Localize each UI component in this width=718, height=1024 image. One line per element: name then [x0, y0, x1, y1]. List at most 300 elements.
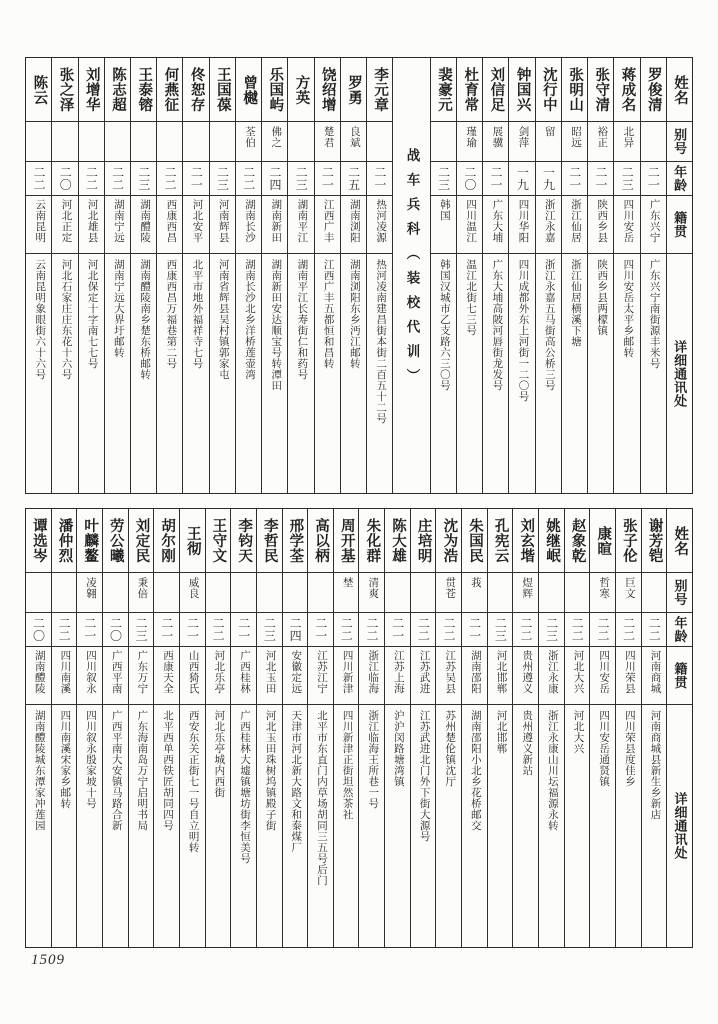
header-address: 详细通讯处: [672, 792, 688, 860]
address-cell: 四川南溪宋家乡邮转: [59, 710, 71, 809]
alias-cell: 剑萍: [509, 122, 534, 162]
name-cell: 庄培明: [411, 509, 436, 573]
native-cell: 广东万宁: [129, 647, 154, 705]
name-cell: 沈行中: [536, 58, 561, 122]
address-cell: 河北大兴: [572, 710, 584, 754]
entry-column: [482, 58, 508, 493]
name-cell: 裴豪元: [431, 58, 456, 122]
age-cell: 二三: [257, 613, 282, 647]
alias-cell: [539, 573, 564, 613]
alias-cell: [157, 122, 182, 162]
entry-column: [589, 509, 615, 947]
address-cell: 四川荣县度佳乡: [623, 710, 635, 787]
name-cell: 王守文: [206, 509, 231, 573]
entry-column: [102, 509, 128, 947]
address-cell: 韩国汉城市乙支路六三〇号: [438, 259, 450, 391]
address-cell: 河北保定十字南七七号: [86, 259, 98, 369]
native-cell: 安徽定远: [283, 647, 308, 705]
age-cell: 二二: [236, 162, 261, 196]
age-cell: 二一: [367, 162, 392, 196]
name-cell: 劳公曦: [103, 509, 128, 573]
alias-cell: [183, 122, 208, 162]
alias-cell: [52, 122, 77, 162]
address-cell: 广东兴宁南街源丰米号: [648, 259, 660, 369]
native-cell: 西康天全: [154, 647, 179, 705]
age-cell: 二〇: [457, 162, 482, 196]
header-column: [666, 58, 692, 493]
native-cell: 湖南长沙: [236, 196, 261, 254]
age-cell: 二一: [462, 613, 487, 647]
native-cell: 湖南醴陵: [131, 196, 156, 254]
native-cell: 湖南宁远: [105, 196, 130, 254]
native-cell: 河北乐亭: [206, 647, 231, 705]
age-cell: 二二: [359, 613, 384, 647]
entry-column: [51, 58, 77, 493]
address-cell: 西安东关正街七一号自立明转: [187, 710, 199, 853]
name-cell: 张子伦: [616, 509, 641, 573]
name-cell: 刘定民: [129, 509, 154, 573]
name-cell: 王彻: [180, 509, 205, 573]
address-cell: 天津市河北新大路文和泰煤厂: [290, 710, 302, 853]
address-cell: 苏州楚伦镇沈厅: [444, 710, 456, 787]
name-cell: 陈志超: [105, 58, 130, 122]
entry-column: [256, 509, 282, 947]
native-cell: 云南昆明: [26, 196, 51, 254]
header-age: 年龄: [667, 162, 692, 196]
address-cell: 北平市东直门内草场胡同三五号后门: [315, 710, 327, 886]
entry-column: [384, 509, 410, 947]
address-cell: 河北石家庄庄东花十六号: [60, 259, 72, 380]
native-cell: 河北雄县: [79, 196, 104, 254]
alias-cell: 莪: [462, 573, 487, 613]
age-cell: 二一: [308, 613, 333, 647]
name-cell: 钟国兴: [509, 58, 534, 122]
alias-cell: [367, 122, 392, 162]
roster-table-top: [25, 57, 693, 494]
address-cell: 贵州遵义新站: [521, 710, 533, 776]
age-cell: 二二: [105, 162, 130, 196]
native-cell: 贵州遵义: [513, 647, 538, 705]
name-cell: 胡尔刚: [154, 509, 179, 573]
entry-column: [76, 509, 102, 947]
entry-column: [508, 58, 534, 493]
page-number: 1509: [31, 952, 65, 968]
native-cell: 浙江仙居: [562, 196, 587, 254]
age-cell: 二二: [52, 613, 77, 647]
native-cell: 四川叙永: [77, 647, 102, 705]
entry-column: [205, 509, 231, 947]
entry-column: [456, 58, 482, 493]
entry-column: [430, 58, 456, 493]
address-cell: 四川安岳通贤镇: [598, 710, 610, 787]
entry-column: [461, 509, 487, 947]
native-cell: 河北大兴: [565, 647, 590, 705]
name-cell: 张明山: [562, 58, 587, 122]
alias-cell: [431, 122, 456, 162]
entry-column: [51, 509, 77, 947]
age-cell: 二〇: [26, 613, 51, 647]
name-cell: 佟恕存: [183, 58, 208, 122]
age-cell: 二二: [26, 162, 51, 196]
age-cell: 二三: [488, 613, 513, 647]
age-cell: 二一: [77, 613, 102, 647]
native-cell: 浙江永康: [539, 647, 564, 705]
address-cell: 江苏武进北门外下街大源号: [418, 710, 430, 842]
entry-column: [366, 58, 392, 493]
entry-column: [410, 509, 436, 947]
address-cell: 湖南平江长寿街仁和药号: [296, 259, 308, 380]
native-cell: 江苏武进: [411, 647, 436, 705]
alias-cell: 秉倍: [129, 573, 154, 613]
address-cell: 浙江临海王所巷一号: [367, 710, 379, 809]
age-cell: 二三: [288, 162, 313, 196]
native-cell: 浙江临海: [359, 647, 384, 705]
name-cell: 刘增华: [79, 58, 104, 122]
name-cell: 张守清: [588, 58, 613, 122]
alias-cell: [308, 573, 333, 613]
entry-column: [179, 509, 205, 947]
entry-column: [587, 58, 613, 493]
address-cell: 陕西乡县两檬镇: [596, 259, 608, 336]
alias-cell: [231, 573, 256, 613]
address-cell: 四川叙永殷家坡十号: [85, 710, 97, 809]
section-divider-column: [392, 58, 430, 493]
age-cell: 二二: [79, 162, 104, 196]
native-cell: 陕西乡县: [588, 196, 613, 254]
entry-column: [128, 509, 154, 947]
alias-cell: [206, 573, 231, 613]
address-cell: 热河凌南建昌街本街二百五十二号: [375, 259, 387, 424]
alias-cell: 瑾瑜: [457, 122, 482, 162]
native-cell: 河北正定: [52, 196, 77, 254]
roster-table-bottom: [25, 508, 693, 948]
age-cell: 二五: [341, 162, 366, 196]
name-cell: 赵象乾: [565, 509, 590, 573]
name-cell: 刘信足: [483, 58, 508, 122]
age-cell: 二三: [614, 162, 639, 196]
alias-cell: 贯苍: [436, 573, 461, 613]
name-cell: 康暄: [590, 509, 615, 573]
name-cell: 潘仲烈: [52, 509, 77, 573]
entry-column: [307, 509, 333, 947]
address-cell: 湖南浏阳东乡沔江邮转: [348, 259, 360, 369]
age-cell: 二二: [411, 613, 436, 647]
alias-cell: [105, 122, 130, 162]
alias-cell: [131, 122, 156, 162]
alias-cell: 埜: [334, 573, 359, 613]
age-cell: 二一: [231, 613, 256, 647]
age-cell: 二一: [641, 162, 666, 196]
name-cell: 陈云: [26, 58, 51, 122]
age-cell: 二二: [513, 613, 538, 647]
address-cell: 广东海南岛万宁启明书局: [136, 710, 148, 831]
entry-column: [340, 58, 366, 493]
age-cell: 二四: [283, 613, 308, 647]
age-cell: 二一: [562, 162, 587, 196]
name-cell: 杜育常: [457, 58, 482, 122]
alias-cell: 良斌: [341, 122, 366, 162]
header-native: 籍贯: [667, 196, 692, 254]
address-cell: 湖南宁远大界圩邮转: [112, 259, 124, 358]
address-cell: 河北乐亭城内西街: [213, 710, 225, 798]
address-cell: 河北玉田珠树坞镇殿子街: [264, 710, 276, 831]
alias-cell: [641, 122, 666, 162]
native-cell: 四川华阳: [509, 196, 534, 254]
name-cell: 谭选岑: [26, 509, 51, 573]
address-cell: 浙江仙居横溪下塘: [569, 259, 581, 347]
entry-column: [314, 58, 340, 493]
address-cell: 云南昆明象眼街六十六号: [34, 259, 46, 380]
alias-cell: 北异: [614, 122, 639, 162]
alias-cell: [288, 122, 313, 162]
address-cell: 河北邯郸: [495, 710, 507, 754]
entry-column: [235, 58, 261, 493]
entry-column: [230, 509, 256, 947]
alias-cell: 荃伯: [236, 122, 261, 162]
native-cell: 热河凌源: [367, 196, 392, 254]
address-cell: 四川新津正街坦然茶社: [341, 710, 353, 820]
address-cell: 四川安岳太平乡邮转: [622, 259, 634, 358]
alias-cell: 凌翱: [77, 573, 102, 613]
name-cell: 罗勇: [341, 58, 366, 122]
address-cell: 北平西单西铁匠胡同四号: [162, 710, 173, 831]
address-cell: 河南商城县新生乡新店: [649, 710, 661, 820]
name-cell: 王国葆: [210, 58, 235, 122]
alias-cell: [385, 573, 410, 613]
native-cell: 湖南邵阳: [462, 647, 487, 705]
age-cell: 二四: [262, 162, 287, 196]
name-cell: 陈大雄: [385, 509, 410, 573]
alias-cell: [103, 573, 128, 613]
header-alias: 别号: [667, 122, 692, 162]
native-cell: 湖南新田: [262, 196, 287, 254]
entry-column: [78, 58, 104, 493]
name-cell: 蒋成名: [614, 58, 639, 122]
age-cell: 二三: [129, 613, 154, 647]
alias-cell: 清爽: [359, 573, 384, 613]
alias-cell: [154, 573, 179, 613]
native-cell: 浙江永嘉: [536, 196, 561, 254]
entry-column: [615, 509, 641, 947]
native-cell: 湖南浏阳: [341, 196, 366, 254]
native-cell: 河北玉田: [257, 647, 282, 705]
native-cell: 四川安岳: [590, 647, 615, 705]
native-cell: 湖南平江: [288, 196, 313, 254]
entry-column: [333, 509, 359, 947]
alias-cell: 展骥: [483, 122, 508, 162]
alias-cell: [488, 573, 513, 613]
age-cell: 二二: [157, 162, 182, 196]
native-cell: 广西平南: [103, 647, 128, 705]
alias-cell: [257, 573, 282, 613]
header-column: [666, 509, 692, 947]
header-age: 年龄: [667, 613, 692, 647]
name-cell: 邢学荃: [283, 509, 308, 573]
entry-column: [613, 58, 639, 493]
name-cell: 乐国屿: [262, 58, 287, 122]
entry-column: [487, 509, 513, 947]
name-cell: 何燕征: [157, 58, 182, 122]
entry-column: [561, 58, 587, 493]
address-cell: 浙江永康山川坛福源永转: [546, 710, 558, 831]
age-cell: 二三: [131, 162, 156, 196]
entry-column: [535, 58, 561, 493]
address-cell: 江西广丰五都恒和昌转: [322, 259, 334, 369]
native-cell: 广西桂林: [231, 647, 256, 705]
header-name: 姓名: [667, 509, 692, 573]
age-cell: 二二: [642, 613, 667, 647]
name-cell: 叶麟鳌: [77, 509, 102, 573]
entry-column: [156, 58, 182, 493]
entry-column: [261, 58, 287, 493]
name-cell: 李钧天: [231, 509, 256, 573]
address-cell: 北平市地外福祥寺七号: [191, 259, 203, 369]
native-cell: 四川新津: [334, 647, 359, 705]
alias-cell: [26, 122, 51, 162]
address-cell: 广东大埔高陂河唇街龙发号: [491, 259, 503, 391]
address-cell: 浙江永嘉五马街高公桥三号: [543, 259, 555, 391]
alias-cell: 巨文: [616, 573, 641, 613]
age-cell: 二一: [588, 162, 613, 196]
age-cell: 二三: [210, 162, 235, 196]
header-native: 籍贯: [667, 647, 692, 705]
address-cell: 湖南醴陵南乡楚东桥邮转: [139, 259, 151, 380]
entry-column: [564, 509, 590, 947]
header-alias: 别号: [667, 573, 692, 613]
alias-cell: [642, 573, 667, 613]
age-cell: 二三: [431, 162, 456, 196]
native-cell: 河南辉县: [210, 196, 235, 254]
alias-cell: [210, 122, 235, 162]
address-cell: 河南省辉县吴村镇郭家屯: [217, 259, 229, 380]
entry-column: [282, 509, 308, 947]
age-cell: 一九: [536, 162, 561, 196]
address-cell: 温江北街七三号: [465, 259, 477, 336]
entry-column: [130, 58, 156, 493]
name-cell: 王泰镕: [131, 58, 156, 122]
age-cell: 二一: [385, 613, 410, 647]
age-cell: 二三: [539, 613, 564, 647]
age-cell: 二一: [180, 613, 205, 647]
age-cell: 二一: [183, 162, 208, 196]
native-cell: 四川温江: [457, 196, 482, 254]
native-cell: 河南商城: [642, 647, 667, 705]
name-cell: 李元章: [367, 58, 392, 122]
alias-cell: [565, 573, 590, 613]
name-cell: 姚继岷: [539, 509, 564, 573]
entry-column: [26, 509, 51, 947]
native-cell: 四川南溪: [52, 647, 77, 705]
entry-column: [209, 58, 235, 493]
address-cell: 湖南长沙北乡洋桥莲壶湾: [243, 259, 255, 380]
address-cell: 广西平南大安镇马路合新: [110, 710, 122, 831]
native-cell: 四川荣县: [616, 647, 641, 705]
alias-cell: [79, 122, 104, 162]
native-cell: 广东大埔: [483, 196, 508, 254]
name-cell: 周开基: [334, 509, 359, 573]
entry-column: [104, 58, 130, 493]
entry-column: [641, 509, 667, 947]
alias-cell: [52, 573, 77, 613]
alias-cell: [26, 573, 51, 613]
alias-cell: [283, 573, 308, 613]
name-cell: 罗俊清: [641, 58, 666, 122]
name-cell: 饶绍增: [315, 58, 340, 122]
native-cell: 山西猗氏: [180, 647, 205, 705]
address-cell: 湖南新田安达顺宝号转潭田: [270, 259, 282, 391]
name-cell: 朱化群: [359, 509, 384, 573]
native-cell: 广东兴宁: [641, 196, 666, 254]
address-cell: 西康西昌万福巷第二号: [165, 259, 177, 369]
address-cell: 湖南邵阳小北乡花桥邮交: [469, 710, 481, 831]
age-cell: 二一: [483, 162, 508, 196]
age-cell: 二二: [436, 613, 461, 647]
age-cell: 二〇: [52, 162, 77, 196]
native-cell: 四川安岳: [614, 196, 639, 254]
entry-column: [640, 58, 666, 493]
alias-cell: 哲寒: [590, 573, 615, 613]
native-cell: 江西广丰: [315, 196, 340, 254]
native-cell: 江苏吴县: [436, 647, 461, 705]
header-name: 姓名: [667, 58, 692, 122]
address-cell: 广西桂林大墟镇塘坊街李恒美号: [238, 710, 250, 864]
native-cell: 韩国: [431, 196, 456, 254]
age-cell: 二〇: [103, 613, 128, 647]
native-cell: 湖南醴陵: [26, 647, 51, 705]
name-cell: 高以柄: [308, 509, 333, 573]
native-cell: 江苏上海: [385, 647, 410, 705]
native-cell: 河北邯郸: [488, 647, 513, 705]
address-cell: 湖南醴陵城东潭家冲莲园: [33, 710, 45, 831]
name-cell: 张之泽: [52, 58, 77, 122]
name-cell: 曾樾: [236, 58, 261, 122]
age-cell: 二一: [315, 162, 340, 196]
alias-cell: 佛之: [262, 122, 287, 162]
age-cell: 二二: [565, 613, 590, 647]
name-cell: 孔宪云: [488, 509, 513, 573]
age-cell: 二二: [616, 613, 641, 647]
age-cell: 二二: [206, 613, 231, 647]
alias-cell: 楚君: [315, 122, 340, 162]
entry-column: [182, 58, 208, 493]
name-cell: 谢芳铠: [642, 509, 667, 573]
native-cell: 西康西昌: [157, 196, 182, 254]
address-cell: 四川成都外东上河街一二〇号: [517, 259, 529, 402]
entry-column: [435, 509, 461, 947]
entry-column: [358, 509, 384, 947]
alias-cell: 留: [536, 122, 561, 162]
name-cell: 朱国民: [462, 509, 487, 573]
alias-cell: 煜辉: [513, 573, 538, 613]
age-cell: 二一: [154, 613, 179, 647]
entry-column: [538, 509, 564, 947]
age-cell: 一九: [509, 162, 534, 196]
entry-column: [512, 509, 538, 947]
native-cell: 江苏江宁: [308, 647, 333, 705]
alias-cell: 昭远: [562, 122, 587, 162]
name-cell: 李哲民: [257, 509, 282, 573]
alias-cell: 威良: [180, 573, 205, 613]
entry-column: [287, 58, 313, 493]
header-address: 详细通讯处: [672, 339, 688, 408]
alias-cell: [411, 573, 436, 613]
native-cell: 河北安平: [183, 196, 208, 254]
age-cell: 二二: [334, 613, 359, 647]
entry-column: [153, 509, 179, 947]
alias-cell: 裕正: [588, 122, 613, 162]
age-cell: 二二: [590, 613, 615, 647]
section-label: 战车兵科︵装校代训︶: [404, 148, 420, 393]
